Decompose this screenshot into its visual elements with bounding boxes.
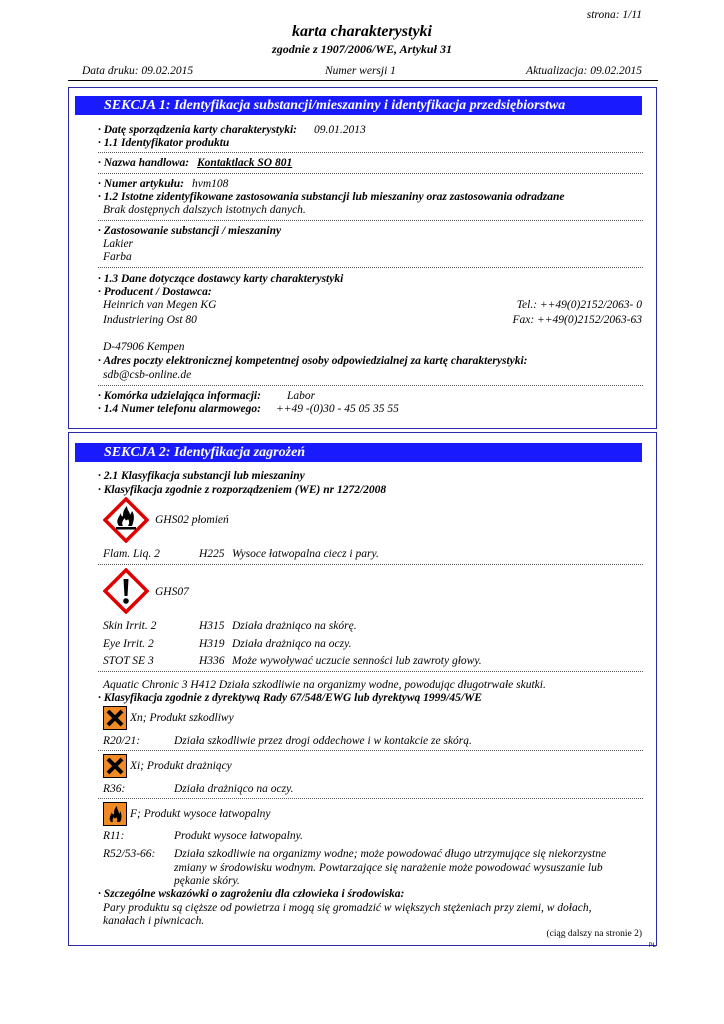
risk-phrase: pękanie skóry. — [174, 875, 240, 887]
dotted-separator — [98, 152, 643, 153]
product-identifier-label: · 1.1 Identyfikator produktu — [98, 137, 230, 149]
dotted-separator — [98, 385, 643, 386]
flame-icon — [103, 497, 149, 543]
document-title: karta charakterystyki — [292, 23, 432, 40]
language-code: PL — [648, 943, 656, 949]
update-date: Aktualizacja: 09.02.2015 — [526, 65, 642, 77]
dotted-separator — [98, 173, 643, 174]
email-value[interactable]: sdb@csb-online.de — [103, 369, 192, 381]
company-name: Heinrich van Megen KG — [103, 299, 217, 311]
hazard-statement: Może wywoływać uczucie senności lub zawroty głowy. — [232, 655, 482, 667]
info-department-value: Labor — [287, 390, 316, 402]
risk-code: R52/53-66: — [103, 848, 156, 860]
hazard-class: Flam. Liq. 2 — [103, 548, 160, 560]
section-1-title: SEKCJA 1: Identyfikacja substancji/mieszaniny i identyfikacja przedsiębiorstwa — [75, 96, 642, 115]
hazard-class: Eye Irrit. 2 — [103, 638, 154, 650]
company-city: D-47906 Kempen — [103, 341, 185, 353]
ghs07-label: GHS07 — [155, 586, 189, 598]
hazard-statement: Wysoce łatwopalna ciecz i pary. — [232, 548, 379, 560]
f-label: F; Produkt wysoce łatwopalny — [130, 808, 271, 820]
directive-classification-label: · Klasyfikacja zgodnie z dyrektywą Rady 67/548/EWG lub dyrektywą 1999/45/WE — [98, 692, 482, 704]
harmful-cross-icon — [103, 706, 127, 730]
special-hazards-text: Pary produktu są cięższe od powietrza i mogą się gromadzić w większych stężeniach przy ziemi, w dołach, — [103, 902, 592, 914]
hazard-statement: Działa drażniąco na oczy. — [232, 638, 352, 650]
hazard-code: H225 — [199, 548, 225, 560]
risk-phrase: Działa szkodliwie na organizmy wodne; może powodować długo utrzymujące się niekorzystne — [174, 848, 607, 860]
emergency-phone-label: · 1.4 Numer telefonu alarmowego: — [98, 403, 261, 415]
classification-label: · 2.1 Klasyfikacja substancji lub mieszaniny — [98, 470, 305, 482]
risk-phrase: Działa drażniąco na oczy. — [174, 783, 294, 795]
version-number: Numer wersji 1 — [325, 65, 396, 77]
company-fax: Fax: ++49(0)2152/2063-63 — [512, 314, 642, 326]
trade-name-label: · Nazwa handlowa: — [98, 157, 190, 169]
dotted-separator — [98, 564, 643, 565]
exclamation-icon — [103, 568, 149, 614]
hazard-code: H336 — [199, 655, 225, 667]
hazard-statement: Działa drażniąco na skórę. — [232, 620, 357, 632]
creation-date-label: · Datę sporządzenia karty charakterystyki: — [98, 124, 298, 136]
continued-note: (ciąg dalszy na stronie 2) — [546, 929, 642, 939]
application-label: · Zastosowanie substancji / mieszaniny — [98, 225, 282, 237]
special-hazards-label: · Szczególne wskazówki o zagrożeniu dla człowieka i środowiska: — [98, 888, 405, 900]
creation-date-value: 09.01.2013 — [314, 124, 366, 136]
dotted-separator — [98, 220, 643, 221]
xi-label: Xi; Produkt drażniący — [130, 760, 232, 772]
trade-name-value: Kontaktlack SO 801 — [197, 157, 293, 169]
info-department-label: · Komórka udzielająca informacji: — [98, 390, 261, 402]
article-number-label: · Numer artykułu: — [98, 178, 184, 190]
header-divider — [68, 80, 658, 81]
hazard-class: STOT SE 3 — [103, 655, 154, 667]
hazard-code: H315 — [199, 620, 225, 632]
risk-phrase: zmiany w środowisku wodnym. Powtarzające się narażenie może powodować wysuszanie lub — [174, 862, 603, 874]
identified-uses-label: · 1.2 Istotne zidentyfikowane zastosowania substancji lub mieszaniny oraz zastosowania odradzane — [98, 191, 565, 203]
dotted-separator — [98, 750, 643, 751]
risk-code: R36: — [103, 783, 126, 795]
dotted-separator — [98, 798, 643, 799]
application-item: Lakier — [103, 238, 134, 250]
article-number-value: hvm108 — [192, 178, 229, 190]
company-street: Industriering Ost 80 — [103, 314, 197, 326]
risk-code: R20/21: — [103, 735, 141, 747]
hazard-code: H319 — [199, 638, 225, 650]
regulation-classification-label: · Klasyfikacja zgodnie z rozporządzeniem (WE) nr 1272/2008 — [98, 484, 387, 496]
risk-phrase: Produkt wysoce łatwopalny. — [174, 830, 303, 842]
supplier-details-label: · 1.3 Dane dotyczące dostawcy karty charakterystyki — [98, 273, 344, 285]
hazard-class: Skin Irrit. 2 — [103, 620, 157, 632]
aquatic-hazard: Aquatic Chronic 3 H412 Działa szkodliwie na organizmy wodne, powodując długotrwałe skutki. — [103, 679, 546, 691]
risk-code: R11: — [103, 830, 125, 842]
producer-label: · Producent / Dostawca: — [98, 286, 212, 298]
dotted-separator — [98, 671, 643, 672]
section-2-title: SEKCJA 2: Identyfikacja zagrożeń — [75, 443, 642, 462]
risk-phrase: Działa szkodliwie przez drogi oddechowe i w kontakcie ze skórą. — [174, 735, 472, 747]
print-date: Data druku: 09.02.2015 — [82, 65, 194, 77]
email-label: · Adres poczty elektronicznej kompetentnej osoby odpowiedzialnej za kartę charakterystyki: — [98, 355, 528, 367]
document-subtitle: zgodnie z 1907/2006/WE, Artykuł 31 — [272, 42, 452, 56]
page-number: strona: 1/11 — [586, 9, 642, 21]
xn-label: Xn; Produkt szkodliwy — [130, 712, 234, 724]
company-phone: Tel.: ++49(0)2152/2063- 0 — [516, 299, 642, 311]
identified-uses-value: Brak dostępnych dalszych istotnych danych. — [103, 204, 306, 216]
special-hazards-text: kanałach i piwnicach. — [103, 915, 205, 927]
emergency-phone-value: ++49 -(0)30 - 45 05 35 55 — [276, 403, 399, 415]
dotted-separator — [98, 267, 643, 268]
ghs02-label: GHS02 płomień — [155, 514, 229, 526]
application-item: Farba — [103, 251, 132, 263]
irritant-cross-icon — [103, 754, 127, 778]
flammable-flame-icon — [103, 802, 127, 826]
